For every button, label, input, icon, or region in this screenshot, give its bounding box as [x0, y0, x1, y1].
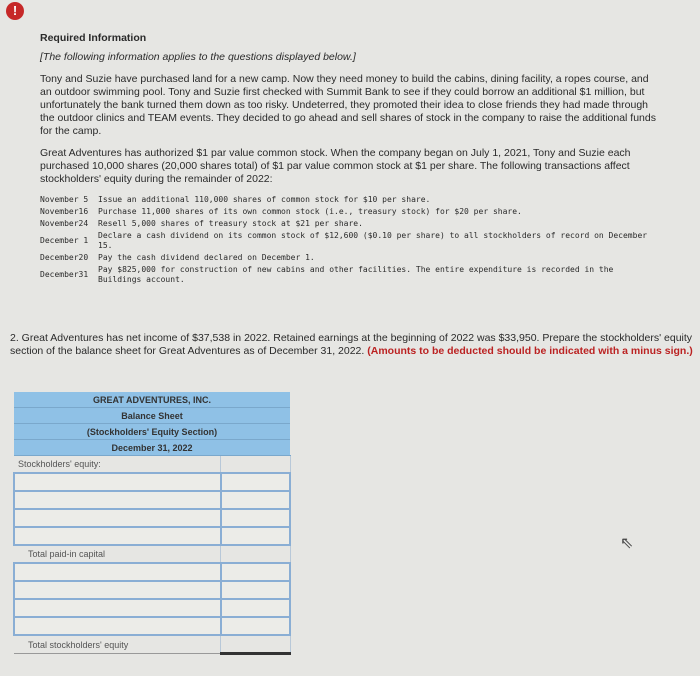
transaction-date: December 1 [40, 236, 89, 245]
transaction-date: November 5 [40, 195, 89, 204]
info-subheading: [The following information applies to the questions displayed below.] [40, 51, 356, 63]
account-select[interactable] [14, 527, 221, 545]
info-paragraph-1: Tony and Suzie have purchased land for a new camp. Now they need money to build the cabins, dining facility, a ropes course, and an outdoor swimming pool. Tony and Suzie first checked with Summit Bank to see if they could borrow an additional $1 million, but unfortunately the bank turned them down as too risky. Undeterred, they promoted their idea to close friends they had made through the outdoor clinics and TEAM events. They decided to go ahead and sell shares of stock in the company to raise the additional funds for the camp. [40, 73, 656, 137]
input-row [14, 581, 290, 599]
sheet-company: GREAT ADVENTURES, INC. [14, 392, 290, 408]
amount-input[interactable] [221, 563, 291, 581]
amount-input[interactable] [221, 599, 291, 617]
transaction-row [40, 207, 660, 217]
sheet-section: (Stockholders' Equity Section) [14, 424, 290, 440]
transaction-text: Pay the cash dividend declared on December 1. [98, 253, 315, 262]
transaction-date: December31 [40, 270, 89, 279]
account-select[interactable] [14, 509, 221, 527]
account-select[interactable] [14, 581, 221, 599]
label-total-paid-in-capital: Total paid-in capital [28, 549, 106, 559]
amount-input[interactable] [221, 617, 291, 635]
label-total-stockholders-equity: Total stockholders' equity [14, 635, 221, 654]
transaction-text: Purchase 11,000 shares of its own common stock (i.e., treasury stock) for $20 per share. [98, 207, 522, 216]
transaction-date: December20 [40, 253, 89, 262]
amount-input[interactable] [221, 509, 291, 527]
label-stockholders-equity: Stockholders' equity: [18, 459, 101, 469]
transaction-row [40, 265, 660, 285]
transaction-row [40, 253, 660, 263]
amount-input[interactable] [221, 527, 291, 545]
sheet-title: Balance Sheet [14, 408, 290, 424]
total-stockholders-equity-input[interactable] [221, 635, 291, 654]
required-information [40, 32, 660, 287]
total-paid-in-capital-input[interactable] [221, 545, 291, 563]
transaction-row [40, 231, 660, 251]
account-select[interactable] [14, 599, 221, 617]
info-heading: Required Information [40, 32, 147, 44]
account-select[interactable] [14, 473, 221, 491]
transaction-date: November16 [40, 207, 89, 216]
transactions-list [40, 195, 660, 285]
input-row [14, 491, 290, 509]
input-row [14, 599, 290, 617]
account-select[interactable] [14, 563, 221, 581]
transaction-text: Declare a cash dividend on its common stock of $12,600 ($0.10 per share) to all stockholders of record on December 15. [98, 231, 648, 250]
input-row [14, 617, 290, 635]
question-text: 2. Great Adventures has net income of $37,538 in 2022. Retained earnings at the beginning of 2022 was $33,950. Prepare the stockholders' equity section of the balance sheet for Great Adventures as of December 31, 2022. (Amounts to be deducted should be indicated with a minus sign.) [10, 332, 693, 357]
amount-input[interactable] [221, 581, 291, 599]
alert-icon: ! [6, 2, 24, 20]
transaction-row [40, 195, 660, 205]
account-select[interactable] [14, 617, 221, 635]
account-select[interactable] [14, 491, 221, 509]
mouse-cursor-icon: ⇖ [620, 535, 634, 552]
input-row [14, 473, 290, 491]
sheet-date: December 31, 2022 [14, 440, 290, 456]
transaction-text: Resell 5,000 shares of treasury stock at $21 per share. [98, 219, 363, 228]
input-row [14, 509, 290, 527]
transaction-text: Pay $825,000 for construction of new cabins and other facilities. The entire expenditure is recorded in the Buildings account. [98, 265, 614, 284]
transaction-row [40, 219, 660, 229]
transaction-date: November24 [40, 219, 89, 228]
amount-input[interactable] [221, 491, 291, 509]
transaction-text: Issue an additional 110,000 shares of common stock for $10 per share. [98, 195, 431, 204]
balance-sheet-table [13, 392, 291, 655]
input-row [14, 563, 290, 581]
amount-input[interactable] [221, 473, 291, 491]
input-row [14, 527, 290, 545]
info-paragraph-2: Great Adventures has authorized $1 par value common stock. When the company began on July 1, 2021, Tony and Suzie each purchased 10,000 shares (20,000 shares total) of $1 par value common stock at $1 per share. The following transactions affect stockholders' equity during the remainder of 2022: [40, 147, 631, 185]
question-note: (Amounts to be deducted should be indicated with a minus sign.) [367, 345, 693, 357]
